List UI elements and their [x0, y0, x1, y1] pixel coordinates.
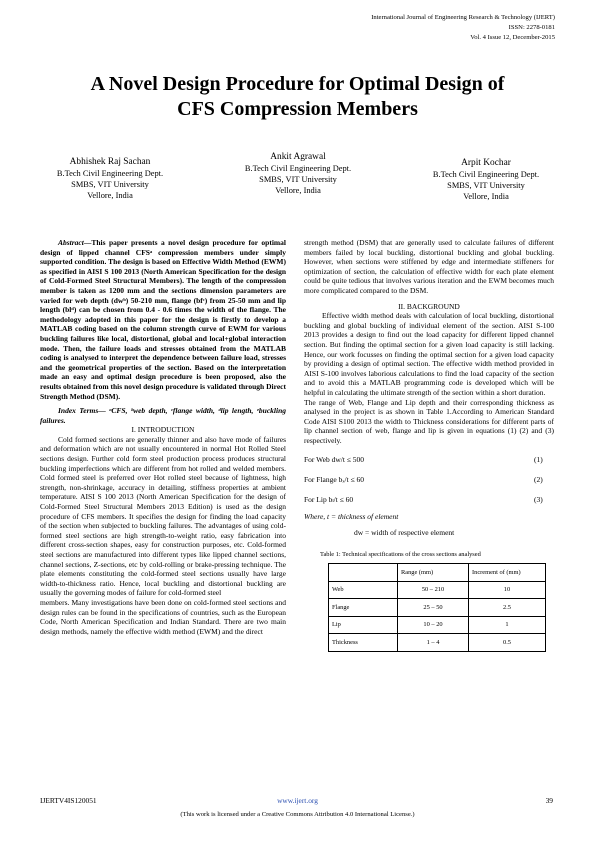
author-city: Vellore, India [463, 192, 509, 201]
abstract [40, 238, 286, 401]
paper-title [30, 72, 565, 122]
journal-name: International Journal of Engineering Research & Technology (IJERT) [371, 14, 555, 21]
author-name: Arpit Kochar [461, 158, 511, 168]
table-cell: Thickness [329, 634, 398, 652]
spec-table [328, 563, 546, 652]
table-caption: Table 1: Technical specifications of the cross sections analysed [320, 550, 481, 558]
table-row [329, 634, 546, 652]
where-line: Where, t = thickness of element [304, 512, 399, 522]
table-header-cell [329, 564, 398, 582]
table-cell: 0.5 [469, 634, 546, 652]
author-dept: B.Tech Civil Engineering Dept. [432, 170, 540, 179]
table-cell: Flange [329, 599, 398, 617]
table-cell: 10 [469, 581, 546, 599]
equation-label: For Lip bₗ/t ≤ 60 [304, 494, 354, 504]
equations [304, 449, 554, 509]
table-cell: 25 – 50 [398, 599, 469, 617]
table-header-cell: Increment of (mm) [469, 564, 546, 582]
equation-1 [304, 449, 554, 469]
table-cell: 50 – 210 [398, 581, 469, 599]
author-city: Vellore, India [87, 191, 133, 200]
journal-website-link[interactable]: www.ijert.org [277, 796, 318, 805]
table-cell: 2.5 [469, 599, 546, 617]
right-paragraph-1: strength method (DSM) that are generally used to calculate failures of different members failed by local buckling, distortional buckling and global buckling. However, when sections were stiffened by edge and intermediate stiffeners for optimization of section, the calculation of effective width for each plate element could be quite tedious that involves various iteration and the EWM becomes much more complicated compared to the DSM. [304, 238, 554, 295]
section-introduction-heading: I. INTRODUCTION [131, 425, 195, 435]
author-school: SMBS, VIT University [71, 180, 149, 189]
equation-label: For Web dw/t ≤ 500 [304, 454, 365, 464]
table-row [329, 581, 546, 599]
license-note: (This work is licensed under a Creative Commons Attribution 4.0 International License.) [180, 811, 415, 818]
table-cell: 10 – 20 [398, 616, 469, 634]
table-cell: 1 [469, 616, 546, 634]
author-1 [20, 157, 200, 201]
table-row [329, 616, 546, 634]
author-dept: B.Tech Civil Engineering Dept. [56, 169, 164, 178]
page-number: 39 [545, 796, 553, 805]
section-background-heading: II. BACKGROUND [398, 301, 460, 311]
left-column [40, 238, 286, 636]
background-paragraph-1: Effective width method deals with calculation of local buckling, distortional buckling and global buckling of individual element of the section. AISI S-100 2013 provides a design to find out the load capacity for different lipped channel section. But finding the optimal section for a given load capacity is still lacking. Hence, our work focusses on finding the optimal section for a given load capacity by providing a design of optimal section. The effective width method provided in AISI S-100 involves laborious calculations to find the load capacity of the section and to avoid this a MATLAB programming code is developed which will be helpful in calculating the ultimate strength of the section within a short duration. [304, 311, 554, 397]
equation-number: (3) [534, 494, 543, 504]
author-2 [208, 152, 388, 196]
abstract-label: Abstract [58, 238, 84, 247]
volume-issue: Vol. 4 Issue 12, December-2015 [470, 34, 555, 41]
journal-header [371, 13, 555, 43]
table-header-cell: Range (mm) [398, 564, 469, 582]
background-paragraph-2: The range of Web, Flange and Lip depth and their corresponding thickness as analysed in the project is as shown in Table 1.According to American Standard Code AISI S100 2013 the width to Thickness considerations for different parts of lip channel section of web, flange and lip is given in equations (1) (2) and (3) respectively. [304, 397, 554, 445]
intro-paragraph-2: members. Many investigations have been done on cold-formed steel sections and design rules can be found in the specifications of countries, such as the European Code, North American Specification and Indian Standard. There are two main design methods, namely the effective width method (EWM) and the direct [40, 597, 286, 636]
author-school: SMBS, VIT University [259, 175, 337, 184]
equation-number: (1) [534, 454, 543, 464]
intro-paragraph-1: Cold formed sections are generally thinner and also have mode of failures and deformation which are not usually encountered in normal Hot Rolled Steel sections design. Further cold form steel production process produces structural buckling imperfections which are different from hot rolled and welded members. Cold formed steel is preferred over Hot rolled steel because of lightness, high strength, non-shrinkage, accuracy in detailing, stiffness properties at ambient temperature. AISI S 100 2013 (North American Specification for the design of Cold-Formed Steel Structural Members 2013 Edition) is used as the design procedure of CFS members. It specifies the design for finding the load capacity of the section when subjected to buckling failures. The advantages of using cold-formed steel sections are high strength-to-weight ratio, easy fabrication into different cross-section shapes, easy for construction purposes, etc. Cold-formed steel sections are manufactured into different types like lipped channel sections, channel sections, Z-sections, etc by cold-rolling or brake-pressing technique. The plate elements constituting the cold-formed steel sections usually have large width-to-thickness ratio. Hence, local buckling and distortional buckling are usually the governing modes of failure for cold-formed steel [40, 434, 286, 598]
abstract-text: —This paper presents a novel design procedure for optimal design of lipped channel CFSᵃ compression members under simply supported condition. The design is based on Effective Width Method (EWM) as specified in AISI S 100 2013 (North American Specification for the design of Cold-Formed Steel Structural Members). The length of the compression member is taken as 1200 mm and the sections dimension parameters are varied for web depth (dwᵇ) 50-210 mm, flange (bfᶜ) from 25-50 mm and lip length (blᵈ) can be chosen from 0.4 - 0.6 times the width of the flange. The methodology adopted in this paper for the design is firstly to develop a MATLAB coding based on the column strength curve of EWM for various buckling failures like local, distortional, global and local+global interaction mode. Then, the failure loads and stresses obtained from the MATLAB coding is analysed to interpret the dependence between failure load, stresses and the geometrical properties of the section. Based on the interpretation made an easy and optimal design procedure is been proposed, also the results obtained from this novel design procedure is validated through Direct Strength Method (DSM). [40, 238, 286, 401]
equation-number: (2) [534, 474, 543, 484]
paper-id: IJERTV4IS120051 [40, 796, 97, 805]
equation-label: For Flange bₓ/t ≤ 60 [304, 474, 365, 484]
table-cell: 1 – 4 [398, 634, 469, 652]
author-name: Ankit Agrawal [270, 152, 326, 162]
table-header-row [329, 564, 546, 582]
width-definition: dw = width of respective element [354, 528, 455, 538]
author-name: Abhishek Raj Sachan [69, 157, 151, 167]
index-terms: Index Terms— ᵃCFS, ᵇweb depth, ᶜflange width, ᵈlip length, ᵉbuckling failures. [40, 406, 286, 425]
title-line-2: CFS Compression Members [177, 98, 418, 120]
author-dept: B.Tech Civil Engineering Dept. [244, 164, 352, 173]
table-row [329, 599, 546, 617]
equation-2 [304, 469, 554, 489]
issn: ISSN: 2278-0181 [508, 24, 555, 31]
author-city: Vellore, India [275, 186, 321, 195]
right-column [304, 238, 554, 652]
author-school: SMBS, VIT University [447, 181, 525, 190]
equation-3 [304, 489, 554, 509]
author-3 [396, 158, 576, 202]
title-line-1: A Novel Design Procedure for Optimal Design of [90, 73, 505, 95]
table-cell: Web [329, 581, 398, 599]
table-cell: Lip [329, 616, 398, 634]
